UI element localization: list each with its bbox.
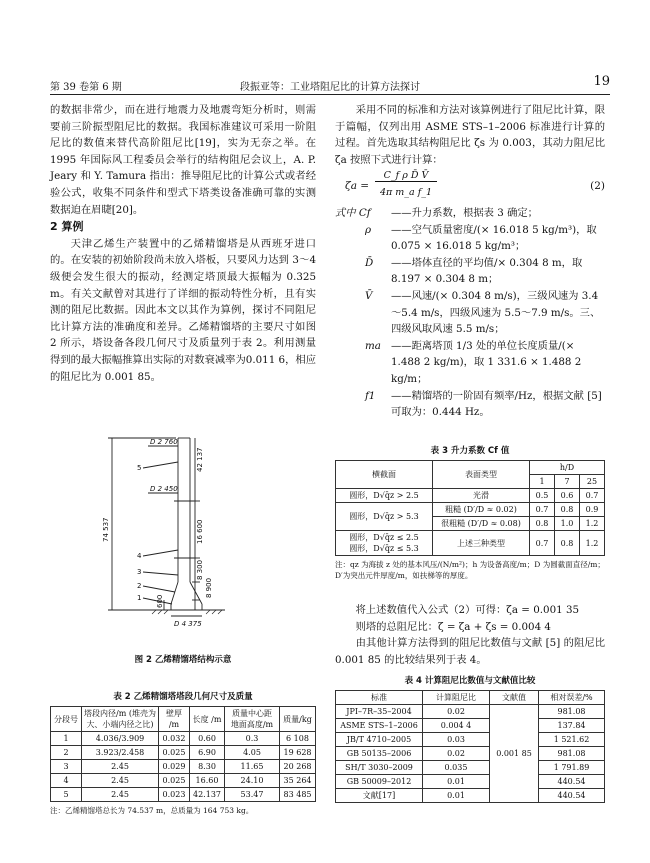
table-cell: 1 791.89 — [539, 761, 605, 775]
table-cell: 0.01 — [423, 775, 490, 789]
part-label: 3 — [137, 568, 142, 576]
dim-label: D 2 450 — [150, 485, 178, 493]
table-cell: 53.47 — [225, 788, 280, 802]
column-header: 文献值 — [490, 691, 539, 705]
table-row — [51, 760, 316, 774]
definition-item — [335, 222, 605, 255]
table-cell: 1.2 — [580, 531, 605, 556]
table-cell: 很粗糙 (D′/D ≈ 0.08) — [433, 517, 530, 531]
table-cell: 0.02 — [423, 747, 490, 761]
table-header-row — [51, 707, 316, 732]
table-cell: 0.3 — [225, 732, 280, 746]
table-cell: GB 50135–2006 — [336, 747, 423, 761]
equation-2 — [345, 168, 605, 208]
table-cell: 0.025 — [159, 774, 190, 788]
table-3 — [335, 460, 605, 556]
table-cell: 6.90 — [190, 746, 225, 760]
page-number: 19 — [593, 74, 610, 89]
table-cell: 83 485 — [280, 788, 316, 802]
running-title: 段振亚等：工业塔阻尼比的计算方法探讨 — [240, 82, 420, 93]
table-row — [336, 789, 605, 803]
table-row — [336, 761, 605, 775]
part-label: 4 — [137, 552, 142, 560]
column-header: 25 — [580, 475, 605, 489]
definition-symbol: V̄ — [365, 289, 373, 302]
table-cell: SH/T 3030–2009 — [336, 761, 423, 775]
table-cell: 35 264 — [280, 774, 316, 788]
table-cell: 4.05 — [225, 746, 280, 760]
table-cell: JPI–7R–35–2004 — [336, 705, 423, 719]
paragraph: 采用不同的标准和方法对该算例进行了阻尼比计算，限于篇幅，仅列出用 ASME STS–1–2006 标准进行计算的过程。首先选取其结构阻尼比 ζs 为 0.003，其动力阻尼比 ζa 按照下式进行计算： — [335, 104, 605, 166]
column-header: 横截面 — [336, 461, 433, 489]
dim-label: 16 600 — [196, 519, 204, 544]
table-cell: 4.036/3.909 — [82, 732, 159, 746]
running-header — [50, 74, 610, 95]
table-row — [336, 531, 605, 556]
table-cell: 0.029 — [159, 760, 190, 774]
table-cell: 0.032 — [159, 732, 190, 746]
table-cell: 0.6 — [555, 489, 580, 503]
table-cell: JB/T 4710–2005 — [336, 733, 423, 747]
dim-label: D 4 375 — [174, 620, 202, 628]
table-cell: 2 — [51, 746, 82, 760]
definition-symbol: f1 — [365, 389, 376, 402]
column-header: 1 — [530, 475, 555, 489]
table-row — [336, 775, 605, 789]
table-cell: 1 521.62 — [539, 733, 605, 747]
symbol-definitions — [335, 205, 605, 421]
definition-text: ——风速/(× 0.304 8 m/s)，三级风速为 3.4～5.4 m/s，四级风速为 5.5～7.9 m/s。三、四级风取风速 5.5 m/s； — [391, 289, 601, 336]
shape-line: 圆形，D√q̄z ≤ 2.5 — [349, 533, 419, 542]
table-4 — [335, 690, 605, 803]
equation-lhs: ζa = — [345, 180, 370, 192]
table-note: 注：乙烯精馏塔总长为 74.537 m，总质量为 164 753 kg。 — [50, 806, 254, 815]
table-cell: 0.004 4 — [423, 719, 490, 733]
definition-text: ——升力系数，根据表 3 确定； — [391, 207, 538, 219]
equation-denominator: 4π m_a f_1 — [379, 187, 433, 198]
figure-2 — [50, 432, 316, 664]
dim-label: 42 137 — [196, 447, 204, 472]
column-header: 相对误差/% — [539, 691, 605, 705]
journal-volume: 第 39 卷第 6 期 — [50, 82, 122, 93]
table-cell: 1 — [51, 732, 82, 746]
table-cell: GB 50009–2012 — [336, 775, 423, 789]
table-caption: 表 4 计算阻尼比数值与文献值比较 — [404, 676, 536, 686]
table-cell: 圆形，D√q̄z > 5.3 — [336, 503, 433, 531]
table-cell: 0.5 — [530, 489, 555, 503]
table-cell: 0.8 — [530, 517, 555, 531]
paragraph: 则塔的总阻尼比：ζ = ζa + ζs = 0.004 4 — [355, 620, 551, 633]
definition-text: ——精馏塔的一阶固有频率/Hz，根据文献 [5] 可取为：0.444 Hz。 — [391, 389, 602, 419]
table-row — [336, 503, 605, 517]
table-cell: 19 628 — [280, 746, 316, 760]
figure-caption: 图 2 乙烯精馏塔结构示意 — [134, 655, 232, 665]
table-cell: 粗糙 (D′/D ≈ 0.02) — [433, 503, 530, 517]
definition-symbol: ma — [365, 339, 381, 352]
table-cell: 0.02 — [423, 705, 490, 719]
dim-label: D 2 760 — [150, 438, 178, 446]
table-cell: 4 — [51, 774, 82, 788]
table-cell: 0.03 — [423, 733, 490, 747]
dim-label: 8 900 — [205, 577, 213, 598]
table-4-block — [335, 674, 605, 803]
column-header: 标准 — [336, 691, 423, 705]
table-cell: 光滑 — [433, 489, 530, 503]
table-cell: 0.7 — [580, 489, 605, 503]
table-cell: 1.0 — [555, 517, 580, 531]
table-caption: 表 3 升力系数 Cf 值 — [430, 446, 510, 456]
section-heading: 2 算例 — [50, 220, 84, 234]
paragraph: 将上述数值代入公式（2）可得：ζa = 0.001 35 — [355, 604, 580, 616]
table-cell: 0.035 — [423, 761, 490, 775]
column-header: 计算阻尼比 — [423, 691, 490, 705]
table-row — [51, 746, 316, 760]
table-row — [336, 719, 605, 733]
definition-item — [335, 288, 605, 338]
dim-label: 8 300 — [196, 559, 204, 580]
table-row — [51, 788, 316, 802]
table-cell: 1.2 — [580, 517, 605, 531]
table-row — [336, 733, 605, 747]
dim-label: 74 537 — [102, 517, 110, 542]
table-cell: 8.30 — [190, 760, 225, 774]
table-cell: 0.8 — [555, 531, 580, 556]
table-cell: 3 — [51, 760, 82, 774]
table-cell: 3.923/2.458 — [82, 746, 159, 760]
table-cell: 0.023 — [159, 788, 190, 802]
table-cell: 440.54 — [539, 775, 605, 789]
table-cell — [336, 531, 433, 556]
table-cell: 24.10 — [225, 774, 280, 788]
table-cell: 0.7 — [530, 531, 555, 556]
paragraph: 由其他计算方法得到的阻尼比数值与文献 [5] 的阻尼比 0.001 85 的比较结果列于表 4。 — [335, 637, 605, 666]
table-3-block — [335, 444, 605, 581]
table-cell: 0.7 — [530, 503, 555, 517]
table-cell: 5 — [51, 788, 82, 802]
right-column-lower — [335, 602, 605, 668]
table-cell: 2.45 — [82, 788, 159, 802]
table-cell: 0.001 85 — [490, 705, 539, 803]
column-header: 表面类型 — [433, 461, 530, 489]
table-header-row — [336, 691, 605, 705]
table-cell: 440.54 — [539, 789, 605, 803]
column-header: 长度 /m — [190, 707, 225, 732]
definition-symbol: 式中 Cf — [335, 207, 371, 219]
shape-line: 圆形，D√q̄z ≤ 5.3 — [349, 544, 419, 553]
column-header: 质量中心距 地面高度/m — [225, 707, 280, 732]
paragraph: 的数据非常少，而在进行地震力及地震弯矩分析时，则需要前三阶振型阻尼比的数据。我国标准建议可采用一阶阻尼比的数值来替代高阶阻尼比[19]，实为无奈之举。在 1995 年国际风工程委员会举行的结构阻尼会议上，A. P. Jeary 和 Y. Tamura 指出：推导阻尼比的计算公式或者经验公式，收集不同条件和型式下塔类设备准确可靠的实测数据迫在眉睫[20]。 — [50, 104, 316, 216]
table-2 — [50, 706, 316, 802]
table-cell: 6 108 — [280, 732, 316, 746]
definition-item — [335, 338, 605, 388]
table-cell: ASME STS–1–2006 — [336, 719, 423, 733]
definition-text: ——塔体直径的平均值/× 0.304 8 m，取 8.197 × 0.304 8 m； — [391, 256, 583, 286]
column-header: 壁厚 /m — [159, 707, 190, 732]
table-cell: 11.65 — [225, 760, 280, 774]
definition-symbol: D̄ — [365, 256, 374, 269]
table-row — [336, 705, 605, 719]
table-row — [51, 774, 316, 788]
column-header: 质量/kg — [280, 707, 316, 732]
column-header: 塔段内径/m (堆壳为大、小端内径之比) — [82, 707, 159, 732]
table-cell: 981.08 — [539, 747, 605, 761]
column-header: 分段号 — [51, 707, 82, 732]
equation-numerator: C_f ρ D̄ V̄ — [375, 170, 437, 182]
table-cell: 0.01 — [423, 789, 490, 803]
table-cell: 2.45 — [82, 774, 159, 788]
definition-item — [335, 255, 605, 288]
table-cell: 圆形，D√q̄z > 2.5 — [336, 489, 433, 503]
table-row — [51, 732, 316, 746]
table-cell: 20 268 — [280, 760, 316, 774]
definition-symbol: ρ — [365, 223, 372, 236]
dim-label: 600 — [156, 594, 164, 608]
table-cell: 0.9 — [580, 503, 605, 517]
table-cell: 0.60 — [190, 732, 225, 746]
table-cell: 0.8 — [555, 503, 580, 517]
column-header: 7 — [555, 475, 580, 489]
table-cell: 42.137 — [190, 788, 225, 802]
table-cell: 2.45 — [82, 760, 159, 774]
definition-item — [335, 205, 605, 222]
table-cell: 文献[17] — [336, 789, 423, 803]
tower-diagram — [50, 432, 316, 647]
table-row — [336, 489, 605, 503]
column-header: h/D — [530, 461, 605, 475]
table-cell: 上述三种类型 — [433, 531, 530, 556]
table-note: 注：qz 为海拔 z 处的基本风压/(N/m²)；h 为设备高度/m；D 为圆截面直径/m；D′为突出元件厚度/m，如扶梯等的厚度。 — [335, 560, 605, 580]
part-label: 5 — [137, 464, 142, 472]
left-column — [50, 102, 316, 385]
right-column — [335, 102, 605, 168]
definition-text: ——空气质量密度/(× 16.018 5 kg/m³)，取 0.075 × 16.018 5 kg/m³； — [391, 223, 597, 253]
definition-text: ——距离塔顶 1/3 处的单位长度质量/(× 1.488 2 kg/m)，取 1 331.6 × 1.488 2 kg/m； — [391, 339, 582, 385]
table-cell: 137.84 — [539, 719, 605, 733]
table-row — [336, 747, 605, 761]
table-caption: 表 2 乙烯精馏塔塔段几何尺寸及质量 — [113, 692, 253, 702]
table-2-block — [50, 690, 316, 816]
table-cell: 16.60 — [190, 774, 225, 788]
part-label: 1 — [137, 594, 142, 602]
part-label: 2 — [137, 582, 142, 590]
definition-item — [335, 388, 605, 421]
equation-number: (2) — [590, 180, 605, 192]
paragraph: 天津乙烯生产装置中的乙烯精馏塔是从西班牙进口的。在安装的初始阶段尚未放入塔板，只要风力达到 3～4 级便会发生很大的振动，经测定塔顶最大振幅为 0.325 m。有关文献曾对其进行了详细的振动特性分析，且有实测的阻尼比数据。因此本文以其作为算例，探讨不同阻尼比计算方法的准确度和差异。乙烯精馏塔的主要尺寸如图 2 所示，塔设备各段几何尺寸及质量列于表 2。利用测量得到的最大振幅推算出实际的对数衰减率为0.011 6，相应的阻尼比为 0.001 85。 — [50, 237, 316, 383]
table-cell: 0.025 — [159, 746, 190, 760]
table-header-row — [336, 461, 605, 475]
table-cell: 981.08 — [539, 705, 605, 719]
